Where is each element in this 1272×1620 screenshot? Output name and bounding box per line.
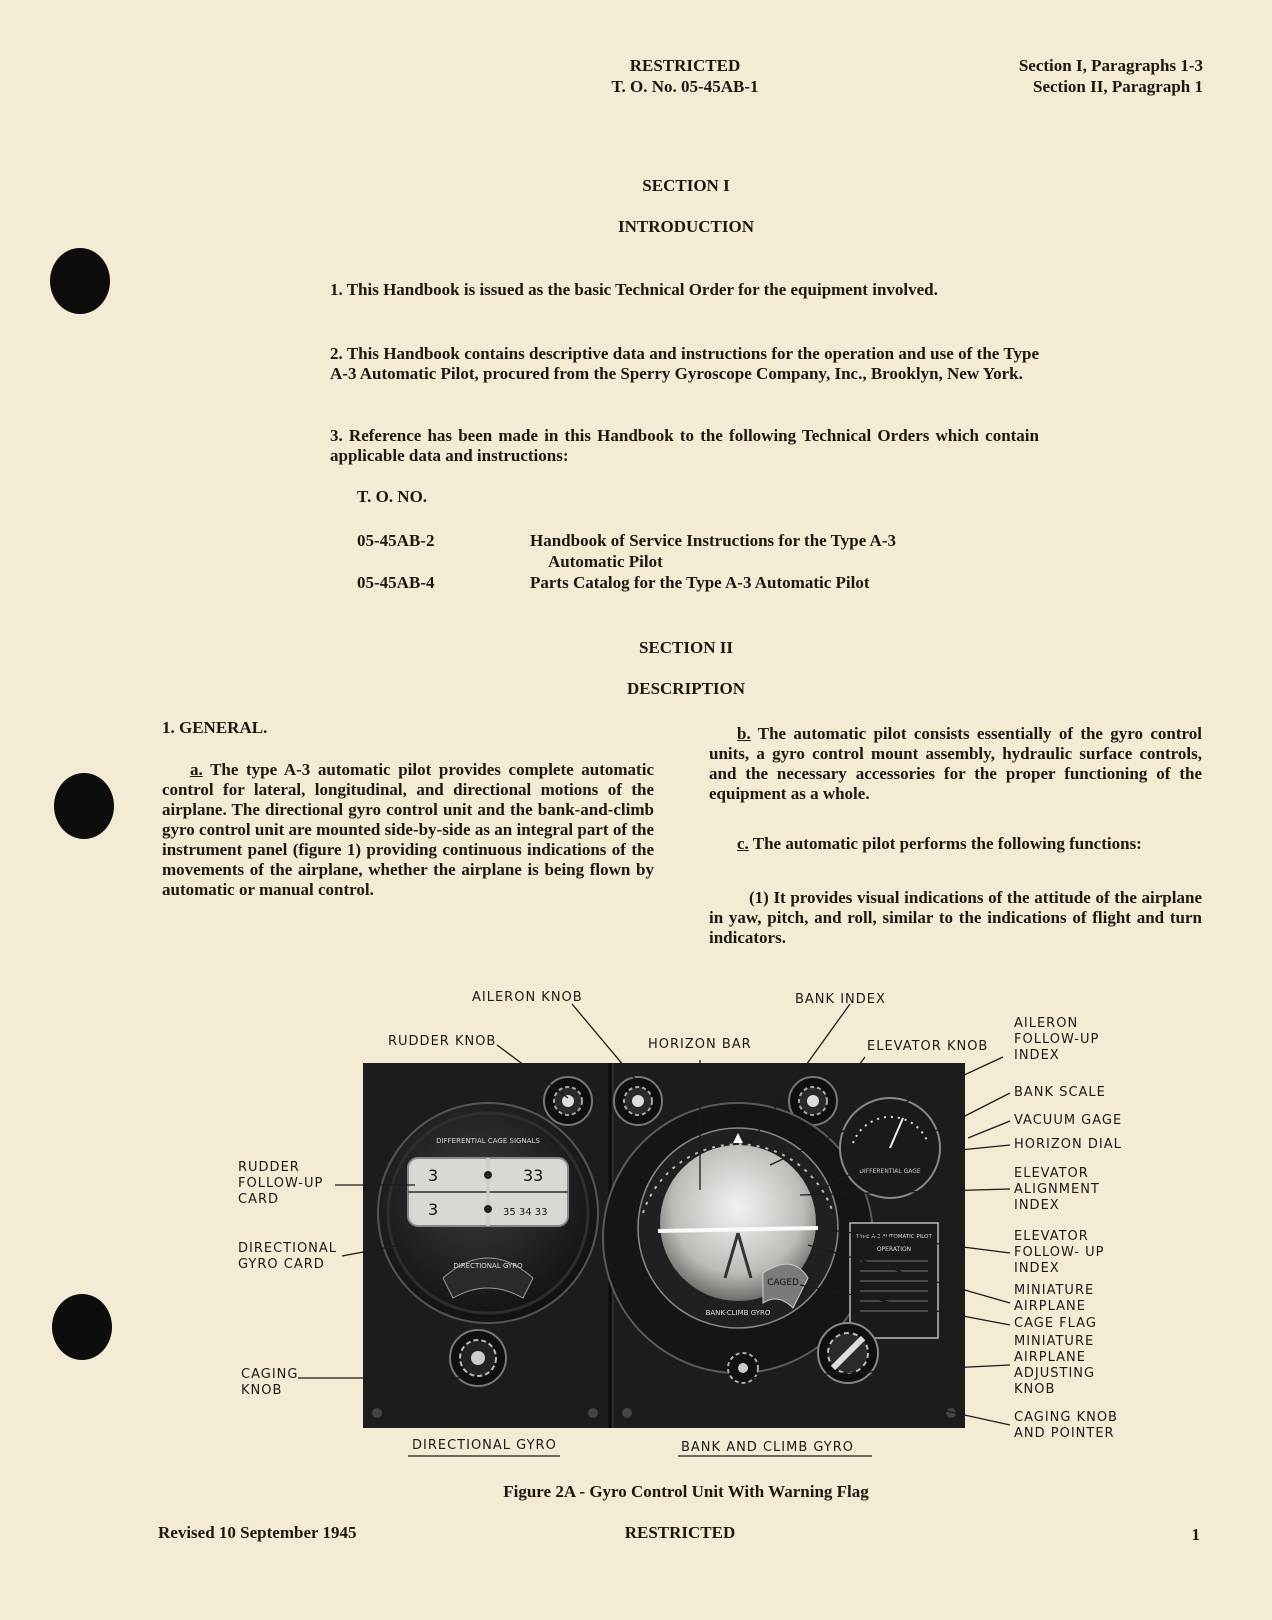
- figure-caption: Figure 2A - Gyro Control Unit With Warning Flag: [503, 1482, 869, 1501]
- para-c-letter: c.: [737, 834, 749, 853]
- placard-operation: OPERATION: [876, 1246, 912, 1253]
- intro-paragraph-3: 3. Reference has been made in this Handbook to the following Technical Orders which contain applicable data and instructions:: [330, 426, 1039, 465]
- to-row-1-title: Handbook of Service Instructions for the Type A-3 Automatic Pilot: [530, 531, 896, 571]
- to-row-1-number: 05-45AB-2: [357, 531, 435, 550]
- label-bank-and-climb-gyro: BANK AND CLIMB GYRO: [681, 1440, 855, 1455]
- para-b-letter: b.: [737, 724, 751, 743]
- dg-card-upper-right: 33: [523, 1166, 544, 1185]
- dg-card-upper-left: 3: [428, 1166, 439, 1185]
- to-row-2-number: 05-45AB-4: [357, 573, 435, 592]
- placard-title: TYPE A-3 AUTOMATIC PILOT: [856, 1234, 932, 1240]
- vacuum-gage-text: DIFFERENTIAL GAGE: [859, 1168, 921, 1175]
- footer-revised: Revised 10 September 1945: [158, 1523, 357, 1542]
- header-section-1: Section I, Paragraphs 1-3: [1018, 56, 1203, 75]
- bank-climb-nameplate: BANK-CLIMB GYRO: [705, 1309, 771, 1317]
- label-rudder-knob: RUDDER KNOB: [388, 1034, 497, 1049]
- dg-card-lower-left: 3: [428, 1200, 439, 1219]
- label-directional-gyro: DIRECTIONAL GYRO: [412, 1438, 557, 1453]
- label-horizon-bar: HORIZON BAR: [648, 1037, 752, 1052]
- label-bank-index: BANK INDEX: [795, 992, 886, 1007]
- label-elevator-knob: ELEVATOR KNOB: [867, 1039, 989, 1054]
- section-2-subtitle: DESCRIPTION: [626, 679, 746, 698]
- label-elevator-follow-up-index: ELEVATOR FOLLOW- UP INDEX: [1014, 1229, 1105, 1276]
- section-2-title: SECTION II: [638, 638, 733, 657]
- para-a: a. The type A-3 automatic pilot provides complete automatic control for lateral, longitudinal, and directional motions of the airplane. The directional gyro control unit and the bank-and-climb gyro control unit are mounted side-by-side as an integral part of the instrument panel (figure 1) providing continuous indications of the movements of the airplane, whether the airplane is being flown by automatic or manual control.: [162, 760, 654, 899]
- para-b: b. The automatic pilot consists essentially of the gyro control units, a gyro control mount assembly, hydraulic surface controls, and the necessary accessories for the proper functioning of the equipment as a whole.: [709, 724, 1202, 803]
- header-to-number: T. O. No. 05-45AB-1: [611, 77, 759, 96]
- para-c: c. The automatic pilot performs the following functions:: [737, 834, 1142, 853]
- label-miniature-airplane-adjusting-knob: MINIATURE AIRPLANE ADJUSTING KNOB: [1014, 1334, 1096, 1397]
- label-cage-flag: CAGE FLAG: [1014, 1316, 1097, 1331]
- general-heading: 1. GENERAL.: [162, 718, 268, 737]
- label-horizon-dial: HORIZON DIAL: [1014, 1137, 1122, 1152]
- footer-restricted: RESTRICTED: [624, 1523, 736, 1542]
- label-caging-knob: CAGING KNOB: [241, 1367, 299, 1398]
- directional-gyro-nameplate: DIRECTIONAL GYRO: [453, 1262, 523, 1270]
- section-1-subtitle: INTRODUCTION: [617, 217, 755, 236]
- label-aileron-follow-up-index: AILERON FOLLOW-UP INDEX: [1014, 1016, 1100, 1063]
- section-1-title: SECTION I: [642, 176, 730, 195]
- label-aileron-knob: AILERON KNOB: [472, 990, 583, 1005]
- label-miniature-airplane: MINIATURE AIRPLANE: [1014, 1283, 1095, 1314]
- label-vacuum-gage: VACUUM GAGE: [1014, 1113, 1123, 1128]
- intro-paragraph-1: 1. This Handbook is issued as the basic Technical Order for the equipment involved.: [330, 280, 938, 299]
- label-rudder-follow-up-card: RUDDER FOLLOW-UP CARD: [238, 1160, 324, 1207]
- to-table-heading: T. O. NO.: [357, 487, 428, 506]
- label-caging-knob-and-pointer: CAGING KNOB AND POINTER: [1014, 1410, 1118, 1441]
- header-section-2: Section II, Paragraph 1: [1033, 77, 1203, 96]
- header-restricted: RESTRICTED: [629, 56, 741, 75]
- to-row-2-title: Parts Catalog for the Type A-3 Automatic Pilot: [530, 573, 870, 592]
- page-number: 1: [1191, 1525, 1200, 1544]
- differential-cage-signals-text: DIFFERENTIAL CAGE SIGNALS: [436, 1137, 540, 1145]
- para-a-letter: a.: [190, 760, 203, 779]
- intro-paragraph-2: 2. This Handbook contains descriptive data and instructions for the operation and use of the Type A-3 Automatic Pilot, procured from the Sperry Gyroscope Company, Inc., Brooklyn, New York.: [330, 344, 1039, 383]
- label-bank-scale: BANK SCALE: [1014, 1085, 1106, 1100]
- label-directional-gyro-card: DIRECTIONAL GYRO CARD: [238, 1241, 338, 1272]
- label-elevator-alignment-index: ELEVATOR ALIGNMENT INDEX: [1014, 1166, 1100, 1213]
- para-c1: (1) It provides visual indications of the attitude of the airplane in yaw, pitch, and roll, similar to the indications of flight and turn indicators.: [709, 888, 1202, 947]
- dg-card-lower-right: 35 34 33: [503, 1207, 548, 1218]
- cage-flag-text: CAGED: [767, 1278, 799, 1288]
